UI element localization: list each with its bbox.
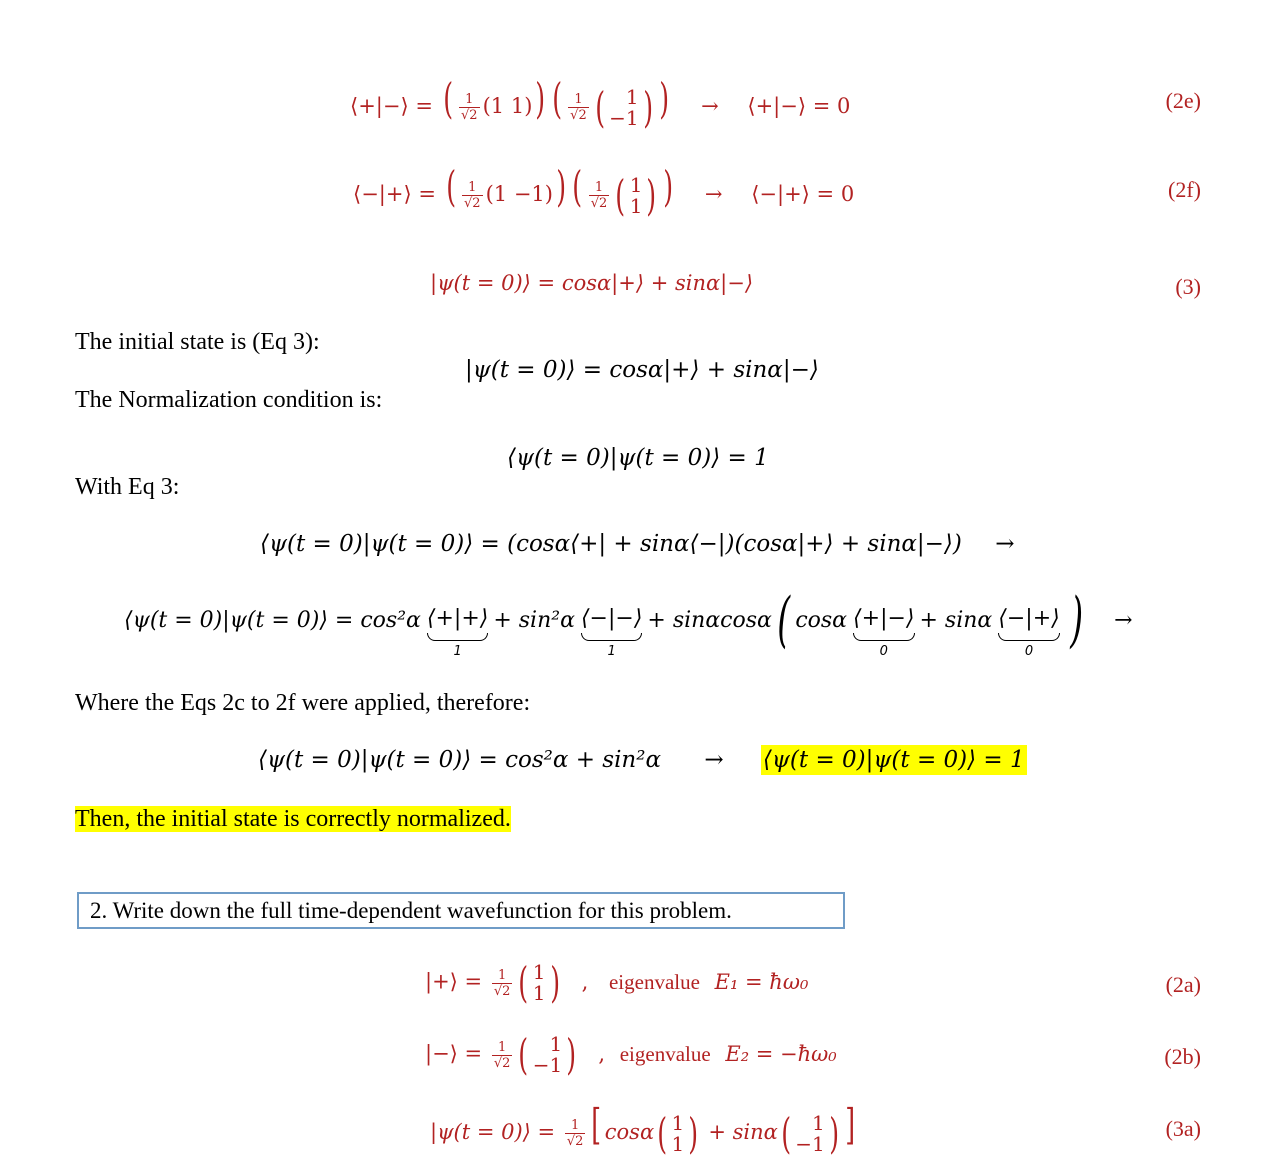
underbrace-plus-minus: ⟨+|−⟩ 0 [853, 606, 915, 659]
eq-number-3a: (3a) [1165, 1116, 1201, 1141]
underbrace-plus-plus: ⟨+|+⟩ 1 [426, 606, 489, 659]
eq2f-lhs: ⟨−|+⟩ = [353, 182, 436, 206]
eq3a-col-vector-2: 1 −1 [795, 1110, 825, 1156]
eq-number-2f: (2f) [1168, 177, 1201, 202]
eq2f-row-vector: (1 −1) [485, 182, 553, 206]
question-text: 2. Write down the full time-dependent wavefunction for this problem. [90, 898, 732, 923]
equation-2e: ⟨+|−⟩ = ( $\frac{1}{√2}$ (1 1)) ( $\frac{1}{√2}$ ( 1 −1 ) ) → ⟨+|−⟩ = 0 [350, 74, 851, 132]
equation-3: |ψ(t = 0)⟩ = cosα|+⟩ + sinα|−⟩ [430, 271, 754, 295]
eq2f-result: ⟨−|+⟩ = 0 [751, 182, 855, 206]
question-box [77, 892, 845, 929]
eq2a-eigenvalue: E₁ = ħω₀ [714, 969, 809, 994]
conclusion-text: Then, the initial state is correctly normalized. [75, 806, 511, 832]
equation-2f: ⟨−|+⟩ = ( $\frac{1}{√2}$ (1 −1)) ( $\frac{1}{√2}$ ( 1 1 ) ) → ⟨−|+⟩ = 0 [353, 162, 855, 220]
eq2b-eigenvalue: E₂ = −ħω₀ [725, 1041, 837, 1066]
initial-state-equation: |ψ(t = 0)⟩ = cosα|+⟩ + sinα|−⟩ [465, 357, 819, 383]
eq-number-2b: (2b) [1164, 1044, 1201, 1069]
eq2e-row-vector: (1 1) [482, 94, 533, 118]
normalization-equation: ⟨ψ(t = 0)|ψ(t = 0)⟩ = 1 [507, 445, 769, 471]
equation-2b: |−⟩ = $\frac{1}{√2}$ ( 1 −1 ) , eigenvalue E₂ = −ħω₀ [425, 1030, 837, 1079]
eq3a-col-vector-1: 1 1 [671, 1110, 685, 1156]
normalization-label: The Normalization condition is: [75, 387, 383, 413]
equation-2a: |+⟩ = $\frac{1}{√2}$ ( 1 1 ) , eigenvalue E₁ = ħω₀ [425, 958, 809, 1007]
equation-3a: |ψ(t = 0)⟩ = $\frac{1}{√2}$ [ cosα ( 1 1 ) + sinα ( 1 −1 ) ] [430, 1100, 856, 1158]
eq2e-col-vector: 1 −1 [609, 84, 639, 130]
eq-number-3: (3) [1175, 274, 1201, 299]
eq2e-lhs: ⟨+|−⟩ = [350, 94, 433, 118]
eq-number-2a: (2a) [1165, 972, 1201, 997]
eq2b-col-vector: 1 −1 [532, 1032, 563, 1077]
eq-number-2e: (2e) [1165, 88, 1201, 113]
underbrace-minus-minus: ⟨−|−⟩ 1 [580, 606, 643, 659]
underbrace-minus-plus: ⟨−|+⟩ 0 [998, 606, 1060, 659]
final-equation: ⟨ψ(t = 0)|ψ(t = 0)⟩ = cos²α + sin²α → ⟨ψ(t = 0)|ψ(t = 0)⟩ = 1 [258, 747, 1025, 773]
where-label: Where the Eqs 2c to 2f were applied, therefore: [75, 690, 531, 716]
expansion-equation: ⟨ψ(t = 0)|ψ(t = 0)⟩ = (cosα⟨+| + sinα⟨−|)(cosα|+⟩ + sinα|−⟩) → [260, 531, 1015, 557]
eq2f-col-vector: 1 1 [629, 172, 643, 218]
long-expansion-equation: ⟨ψ(t = 0)|ψ(t = 0)⟩ = cos²α ⟨+|+⟩ 1 + sin²α ⟨−|−⟩ 1 + sinαcosα ( cosα ⟨+|−⟩ 0 + sinα ⟨−|+⟩ 0 ) → [124, 585, 1133, 659]
initial-state-label: The initial state is (Eq 3): [75, 329, 320, 355]
eq2a-col-vector: 1 1 [532, 960, 546, 1005]
eq2e-result: ⟨+|−⟩ = 0 [747, 94, 851, 118]
final-result-highlight: ⟨ψ(t = 0)|ψ(t = 0)⟩ = 1 [762, 747, 1025, 773]
with-eq3-label: With Eq 3: [75, 474, 180, 500]
